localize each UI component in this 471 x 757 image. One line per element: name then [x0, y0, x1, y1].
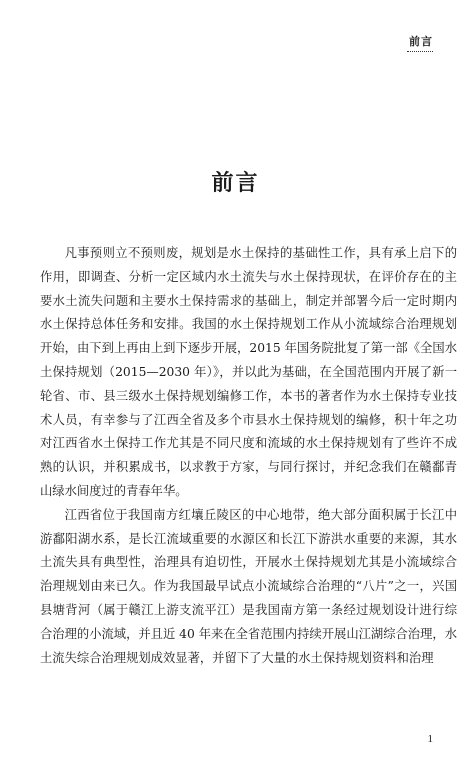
page-number: 1: [427, 733, 433, 745]
running-head-rule: [407, 51, 433, 52]
chapter-title: 前言: [211, 170, 260, 196]
paragraph: 凡事预则立不预则废，规划是水土保持的基础性工作，具有承上启下的作用，即调查、分析一定区域内水土流失与水土保持现状，在评价存在的主要水土流失问题和主要水土保持需求的基础上，制定并部署今后一定时期内水土保持总体任务和安排。我国的水土保持规划工作从小流域综合治理规划开始，由下到上再由上到下逐步开展，2015 年国务院批复了第一部《全国水土保持规划（2015—2030 年）》，并以此为基础，在全国范围内开展了新一轮省、市、县三级水土保持规划编修工作，本书的著者作为水土保持专业技术人员，有幸参与了江西全省及多个市县水土保持规划的编修，积十年之功对江西省水土保持工作尤其是不同尺度和流域的水土保持规划有了些许不成熟的认识，并积累成书，以求教于方家，与同行探讨，并纪念我们在赣鄱青山绿水间度过的青春年华。: [40, 246, 457, 498]
body-text: [40, 242, 457, 670]
running-head: 前言: [409, 35, 433, 48]
paragraph: 江西省位于我国南方红壤丘陵区的中心地带，绝大部分面积属于长江中游鄱阳湖水系，是长江流域重要的水源区和长江下游洪水重要的来源，其水土流失具有典型性，治理具有迫切性，开展水土保持规划尤其是小流域综合治理规划由来已久。作为我国最早试点小流域综合治理的“八片”之一，兴国县塘背河（属于赣江上游支流平江）是我国南方第一条经过规划设计进行综合治理的小流域，并且近 40 年来在全省范围内持续开展山江湖综合治理，水土流失综合治理规划成效显著，并留下了大量的水土保持规划资料和治理: [40, 507, 457, 665]
